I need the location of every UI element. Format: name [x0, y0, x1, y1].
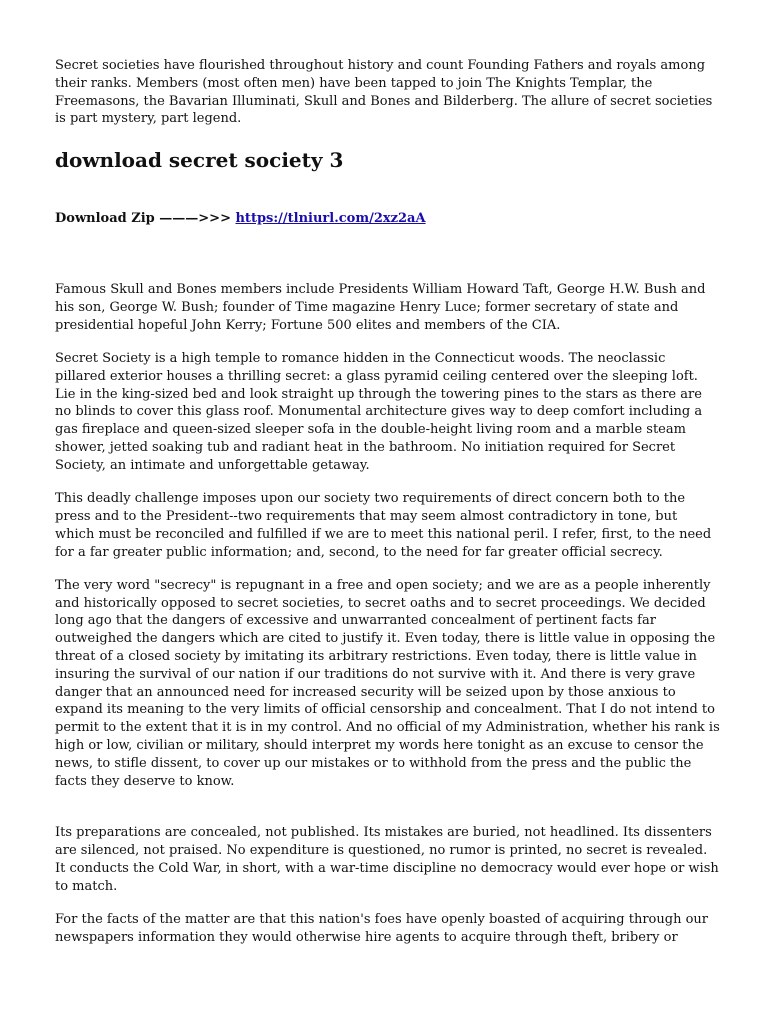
page-title: download secret society 3 [55, 148, 344, 173]
paragraph-5: Its preparations are concealed, not published. Its mistakes are buried, not headlined. Its dissenters are silenced, not praised. No expenditure is questioned, no rumor is printed, no secret is revealed. It conducts the Cold War, in short, with a war-time discipline no democracy would ever hope or wish to match. [55, 825, 719, 894]
paragraph-4: The very word "secrecy" is repugnant in a free and open society; and we are as a people inherently and historically opposed to secret societies, to secret oaths and to secret proceedings. We decided long ago that the dangers of excessive and unwarranted concealment of pertinent facts far outweighed the dangers which are cited to justify it. Even today, there is little value in opposing the threat of a closed society by imitating its arbitrary restrictions. Even today, there is little value in insuring the survival of our nation if our traditions do not survive with it. And there is very grave danger that an announced need for increased security will be seized upon by those anxious to expand its meaning to the very limits of official censorship and concealment. That I do not intend to permit to the extent that it is in my control. And no official of my Administration, whether his rank is high or low, civilian or military, should interpret my words here tonight as an excuse to censor the news, to stifle dissent, to cover up our mistakes or to withhold from the press and the public the facts they deserve to know. [55, 577, 720, 789]
paragraph-3: This deadly challenge imposes upon our society two requirements of direct concern both to the press and to the President--two requirements that may seem almost contradictory in tone, but which must be reconciled and fulfilled if we are to meet this national peril. I refer, first, to the need for a far greater public information; and, second, to the need for far greater official secrecy. [55, 491, 712, 560]
download-label: Download Zip ———>>> [55, 211, 236, 227]
download-line [55, 210, 720, 228]
paragraph-2: Secret Society is a high temple to romance hidden in the Connecticut woods. The neoclassic pillared exterior houses a thrilling secret: a glass pyramid ceiling centered over the sleeping loft. Lie in the king-sized bed and look straight up through the towering pines to the stars as there are no blinds to cover this glass roof. Monumental architecture gives way to deep comfort including a gas fireplace and queen-sized sleeper sofa in the double-height living room and a marble steam shower, jetted soaking tub and radiant heat in the bathroom. No initiation required for Secret Society, an intimate and unforgettable getaway. [55, 351, 703, 473]
intro-paragraph: Secret societies have flourished throughout history and count Founding Fathers and royals among their ranks. Members (most often men) have been tapped to join The Knights Templar, the Freemasons, the Bavarian Illuminati, Skull and Bones and Bilderberg. The allure of secret societies is part mystery, part legend. [55, 58, 713, 127]
paragraph-1: Famous Skull and Bones members include Presidents William Howard Taft, George H.W. Bush and his son, George W. Bush; founder of Time magazine Henry Luce; former secretary of state and presidential hopeful John Kerry; Fortune 500 elites and members of the CIA. [55, 282, 706, 333]
download-link[interactable]: https://tlniurl.com/2xz2aA [235, 211, 426, 227]
paragraph-6: For the facts of the matter are that this nation's foes have openly boasted of acquiring through our newspapers information they would otherwise hire agents to acquire through theft, bribery or [55, 912, 708, 945]
document-page [55, 57, 720, 962]
